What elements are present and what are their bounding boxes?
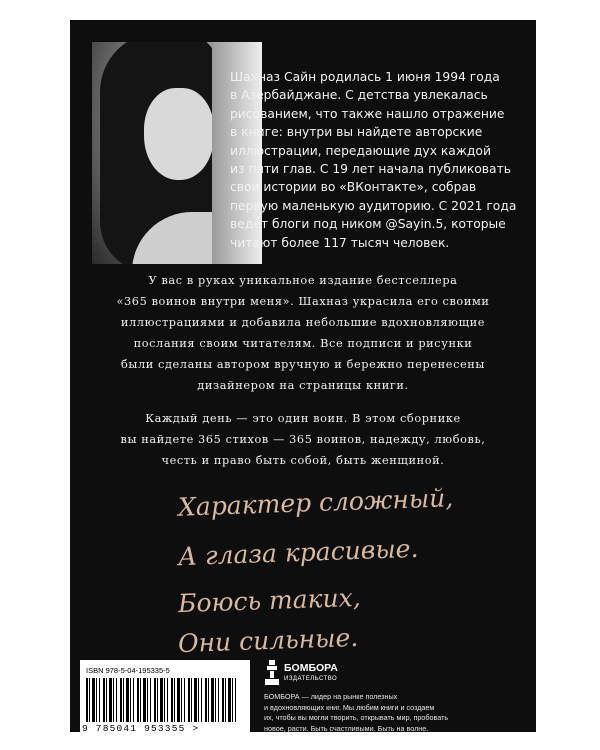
publisher-description	[264, 692, 524, 734]
collection-description-line: Каждый день — это один воин. В этом сборнике	[145, 412, 461, 425]
edition-description	[70, 270, 536, 396]
edition-description-line: послания своим читателям. Все подписи и рисунки	[133, 337, 473, 350]
book-back-cover	[70, 20, 536, 732]
publisher-description-line: БОМБОРА — лидер на рынке полезных	[264, 692, 398, 701]
isbn-label: ISBN 978-5-04-195335-5	[86, 666, 170, 675]
collection-description-line: честь и право быть собой, быть женщиной.	[161, 454, 445, 467]
edition-description-line: дизайнером на страницы книги.	[197, 379, 409, 392]
collection-description	[70, 408, 536, 471]
author-bio-line: в Азербайджане. С детства увлекалась	[230, 88, 488, 103]
author-bio	[230, 68, 520, 252]
edition-description-line: «365 воинов внутри меня». Шахназ украсила его своими	[116, 295, 490, 308]
barcode-bars	[86, 678, 236, 722]
publisher-block	[262, 658, 522, 738]
author-bio-line: свои истории во «ВКонтакте», собрав	[230, 180, 477, 195]
author-photo-face	[144, 88, 214, 180]
author-bio-line: Шахназ Сайн родилась 1 июня 1994 года	[230, 70, 500, 84]
author-bio-line: в книге: внутри вы найдете авторские	[230, 125, 483, 140]
author-bio-line: иллюстрации, передающие дух каждой	[230, 143, 491, 158]
collection-description-line: вы найдете 365 стихов — 365 воинов, надежду, любовь,	[120, 433, 486, 446]
author-bio-line: из пяти глав. С 19 лет начала публиковать	[230, 162, 511, 177]
barcode-panel	[80, 660, 250, 738]
author-bio-line: читают более 117 тысяч человек.	[230, 235, 450, 250]
publisher-description-line: и вдохновляющих книг. Мы любим книги и создаем	[264, 702, 435, 712]
edition-description-line: были сделаны автором вручную и бережно перенесены	[120, 358, 486, 371]
publisher-logo-icon	[264, 660, 280, 686]
publisher-name: БОМБОРА	[284, 662, 338, 674]
author-bio-line: первую маленькую аудиторию. С 2021 года	[230, 198, 517, 213]
poem-line: Характер сложный,	[177, 483, 454, 522]
publisher-description-line: их, чтобы вы могли творить, открывать мир, пробовать	[264, 713, 449, 722]
poem-line: А глаза красивые.	[177, 533, 419, 572]
barcode-digits: 9 785041 953355 >	[82, 723, 200, 734]
author-bio-line: рисованием, что также нашло отражение	[230, 106, 505, 121]
author-bio-line: ведет блоги под ником @Sayin.5, которые	[230, 217, 506, 232]
edition-description-line: иллюстрациями и добавила небольшие вдохновляющие	[120, 316, 486, 329]
edition-description-line: У вас в руках уникальное издание бестселлера	[148, 274, 458, 287]
poem-line: Боюсь таких,	[177, 582, 362, 619]
poem-line: Они сильные.	[177, 622, 359, 659]
publisher-subtitle: ИЗДАТЕЛЬСТВО	[284, 676, 338, 682]
publisher-description-line: новое, расти. Быть счастливыми. Быть на волне.	[264, 723, 429, 733]
